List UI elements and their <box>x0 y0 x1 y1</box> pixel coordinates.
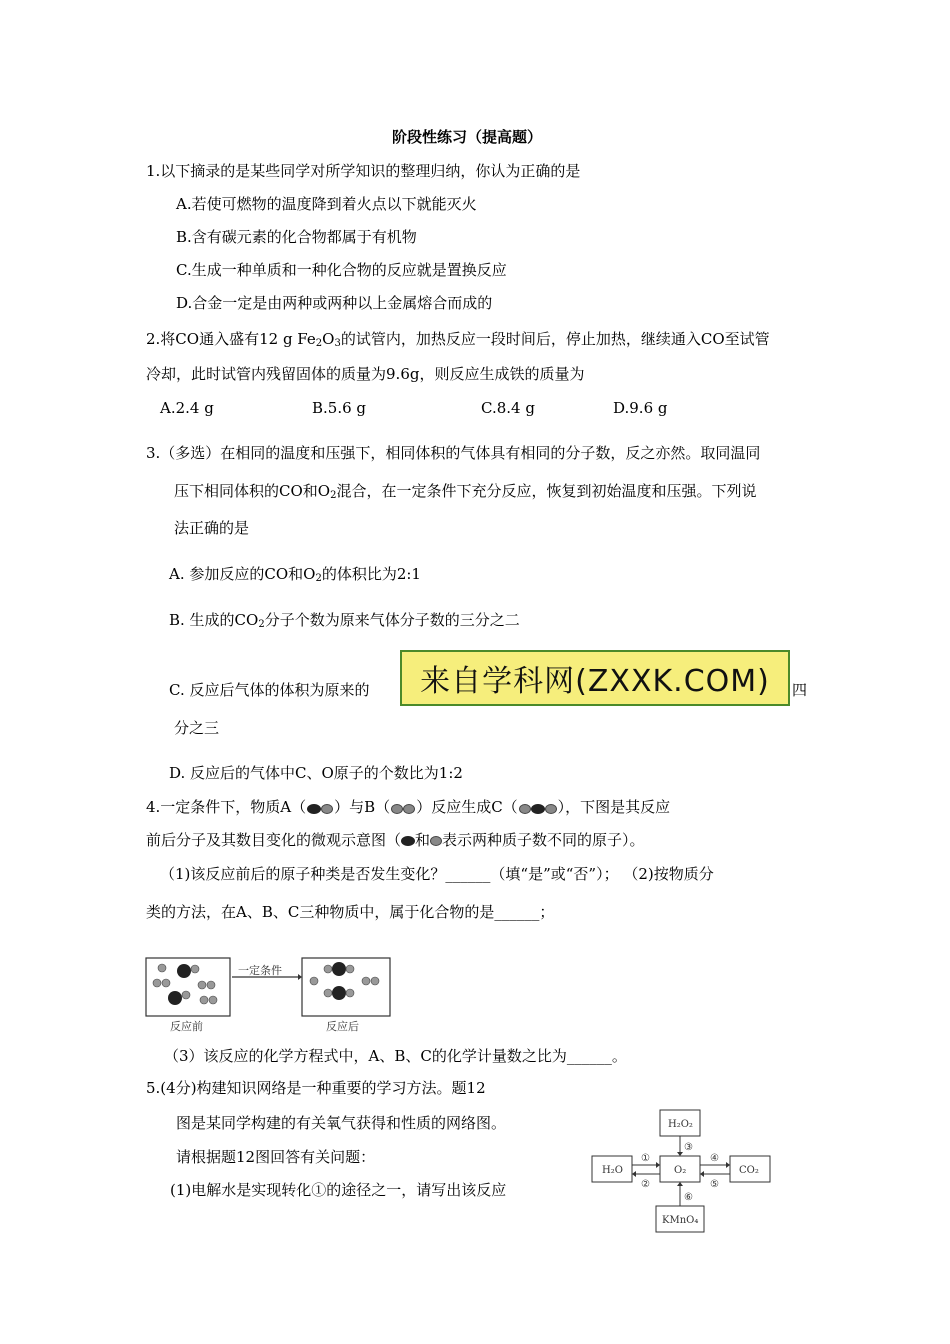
q1-option-a: A.若使可燃物的温度降到着火点以下就能灭火 <box>176 195 477 213</box>
q4-l1-b: ）与B（ <box>334 798 391 816</box>
h2o-label: H₂O <box>602 1165 623 1176</box>
q1-option-b: B.含有碳元素的化合物都属于有机物 <box>176 228 417 246</box>
q4-l2-c: 表示两种质子数不同的原子）。 <box>442 831 645 849</box>
q2-text-c: 的试管内，加热反应一段时间后，停止加热，继续通入CO至试管 <box>340 330 770 348</box>
q2-text-a: 2.将CO通入盛有12 g Fe <box>146 330 316 348</box>
q4-l1-d: ），下图是其反应 <box>557 798 671 816</box>
molecule-a-icon <box>307 798 333 818</box>
q3-option-c-end: 四 <box>792 681 808 699</box>
before-label: 反应前 <box>170 1020 203 1033</box>
after-box <box>302 958 390 1016</box>
subscript-2: 2 <box>315 573 322 584</box>
q4-line1 <box>146 797 670 818</box>
subscript-2: 2 <box>330 490 337 501</box>
q4-l1-a: 4.一定条件下，物质A（ <box>146 798 307 816</box>
q3-option-c-line2: 分之三 <box>174 719 220 737</box>
q2-line1 <box>146 329 770 354</box>
before-molecules <box>153 964 217 1005</box>
q2-option-c: C.8.4 g <box>481 399 535 417</box>
watermark-text: 来自学科网(ZXXK.COM) <box>420 664 770 699</box>
q3-option-d: D. 反应后的气体中C、O原子的个数比为1:2 <box>169 764 463 782</box>
q3-option-b <box>169 610 520 635</box>
q3-option-c: C. 反应后气体的体积为原来的 <box>169 681 370 699</box>
num-3: ③ <box>684 1142 693 1153</box>
q4-l2-a: 前后分子及其数目变化的微观示意图（ <box>146 831 402 849</box>
q3-line2 <box>174 481 756 506</box>
q3-option-a <box>169 564 421 589</box>
q4-line2 <box>146 830 645 850</box>
co2-label: CO₂ <box>739 1165 759 1176</box>
num-5: ⑤ <box>710 1179 719 1190</box>
num-6: ⑥ <box>684 1192 693 1203</box>
reaction-diagram <box>140 955 400 1035</box>
q3-line2-a: 压下相同体积的CO和O <box>174 482 331 500</box>
q2-line2: 冷却，此时试管内残留固体的质量为9.6g，则反应生成铁的质量为 <box>146 365 585 383</box>
q3-b-post: 分子个数为原来气体分子数的三分之二 <box>264 611 520 629</box>
q4-l2-b: 和 <box>415 831 431 849</box>
after-label: 反应后 <box>326 1020 359 1033</box>
q4-part1: （1)该反应前后的原子种类是否发生变化？______（填“是”或“否”）； （2)按物质分 <box>160 865 714 883</box>
q1-stem: 1.以下摘录的是某些同学对所学知识的整理归纳，你认为正确的是 <box>146 162 581 180</box>
q5-line3: 请根据题12图回答有关问题： <box>176 1148 376 1166</box>
q3-line1: 3.（多选）在相同的温度和压强下，相同体积的气体具有相同的分子数，反之亦然。取同温同 <box>146 444 761 462</box>
q4-part3: （3）该反应的化学方程式中，A、B、C的化学计量数之比为______。 <box>164 1047 627 1065</box>
q2-option-d: D.9.6 g <box>613 399 668 417</box>
kmno4-label: KMnO₄ <box>662 1215 699 1226</box>
o2-label: O₂ <box>674 1165 687 1176</box>
q4-l1-c: ）反应生成C（ <box>416 798 518 816</box>
q3-a-pre: A. 参加反应的CO和O <box>169 565 316 583</box>
q2-option-b: B.5.6 g <box>312 399 367 417</box>
num-2: ② <box>641 1179 650 1190</box>
num-1: ① <box>641 1153 650 1164</box>
q1-option-d: D.合金一定是由两种或两种以上金属熔合而成的 <box>176 294 493 312</box>
reaction-arrowhead <box>298 974 302 980</box>
small-atom-icon <box>430 836 442 846</box>
large-atom-icon <box>401 836 415 846</box>
q2-text-b: O <box>322 330 335 348</box>
q2-option-a: A.2.4 g <box>160 399 214 417</box>
subscript-2: 2 <box>315 338 323 349</box>
q3-line2-b: 混合，在一定条件下充分反应，恢复到初始温度和压强。下列说 <box>336 482 757 500</box>
q4-part2: 类的方法，在A、B、C三种物质中，属于化合物的是______； <box>146 903 555 921</box>
after-molecules <box>310 962 379 1000</box>
watermark-banner <box>400 650 790 706</box>
h2o2-label: H₂O₂ <box>668 1119 693 1130</box>
molecule-b-icon <box>391 798 415 818</box>
subscript-3: 3 <box>334 338 341 349</box>
subscript-2: 2 <box>258 619 265 630</box>
num-4: ④ <box>710 1153 719 1164</box>
q1-option-c: C.生成一种单质和一种化合物的反应就是置换反应 <box>176 261 507 279</box>
q3-b-pre: B. 生成的CO <box>169 611 259 629</box>
page-title: 阶段性练习（提高题） <box>392 128 543 146</box>
q3-a-post: 的体积比为2:1 <box>321 565 421 583</box>
q5-line4: (1)电解水是实现转化①的途径之一，请写出该反应 <box>170 1181 507 1199</box>
oxygen-network-diagram <box>590 1108 780 1236</box>
q3-line3: 法正确的是 <box>174 519 250 537</box>
arrow-label: 一定条件 <box>238 964 282 977</box>
q5-line2: 图是某同学构建的有关氧气获得和性质的网络图。 <box>176 1114 507 1132</box>
molecule-c-icon <box>519 798 557 818</box>
q5-line1: 5.(4分)构建知识网络是一种重要的学习方法。题12 <box>146 1079 486 1097</box>
